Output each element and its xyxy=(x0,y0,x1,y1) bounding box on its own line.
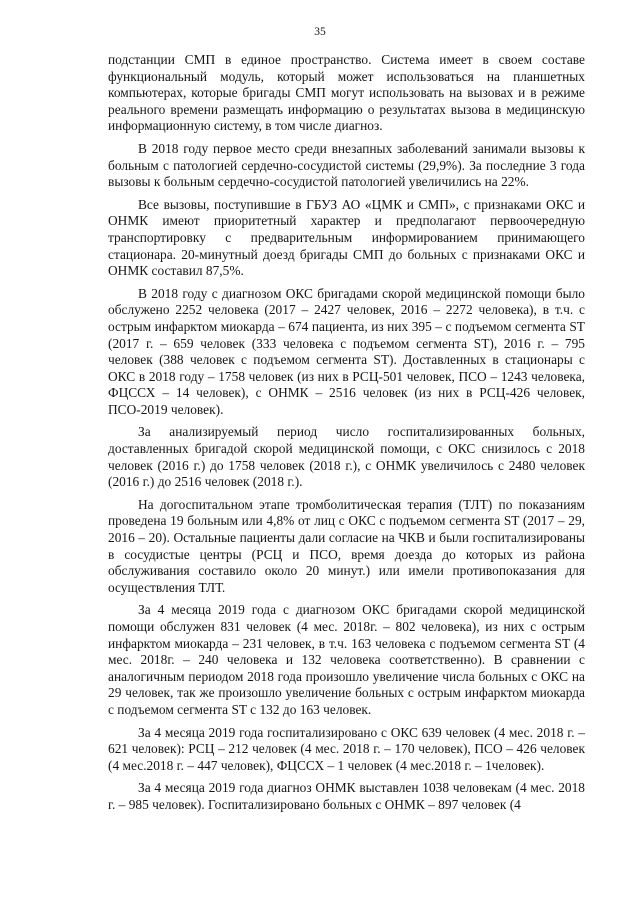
page-number: 35 xyxy=(314,26,326,38)
paragraph: За 4 месяца 2019 года с диагнозом ОКС бригадами скорой медицинской помощи обслужен 831 человек (4 мес. 2018г. – 802 человека), из них с острым инфарктом миокарда – 231 человек, в т.ч. 163 человека с подъемом сегмента ST (4 мес. 2018г. – 240 человека и 132 человека соответственно). В сравнении с аналогичным периодом 2018 года произошло увеличение числа больных с ОКС на 29 человек, так же произошло увеличение больных с острым инфарктом миокарда с подъемом сегмента ST с 132 до 163 человек. xyxy=(108,602,585,717)
paragraph: Все вызовы, поступившие в ГБУЗ АО «ЦМК и СМП», с признаками ОКС и ОНМК имеют приоритетный характер и предполагают первоочередную транспортировку с предварительным информированием принимающего стационара. 20-минутный доезд бригады СМП до больных с признаками ОКС и ОНМК составил 87,5%. xyxy=(108,196,585,279)
paragraph: На догоспитальном этапе тромболитическая терапия (ТЛТ) по показаниям проведена 19 больным или 4,8% от лиц с ОКС с подъемом сегмента ST (2017 – 29, 2016 – 20). Остальные пациенты дали согласие на ЧКВ и были госпитализированы в сосудистые центры (РСЦ и ПСО, время доезда до которых из района обслуживания составило около 20 минут.) или имели противопоказания для осуществления ТЛТ. xyxy=(108,496,585,595)
document-body xyxy=(108,52,585,820)
paragraph: За 4 месяца 2019 года диагноз ОНМК выставлен 1038 человекам (4 мес. 2018 г. – 985 человек). Госпитализировано больных с ОНМК – 897 человек (4 xyxy=(108,780,585,812)
paragraph: подстанции СМП в единое пространство. Система имеет в своем составе функциональный модуль, который может использоваться на планшетных компьютерах, которые бригады СМП могут использовать на вызовах и в режиме реального времени размещать информацию о результатах вызова в медицинскую информационную систему, в том числе диагноз. xyxy=(108,52,585,134)
paragraph: В 2018 году первое место среди внезапных заболеваний занимали вызовы к больным с патологией сердечно-сосудистой системы (29,9%). За последние 3 года вызовы к больным сердечно-сосудистой патологией увеличились на 22%. xyxy=(108,140,585,190)
paragraph: За 4 месяца 2019 года госпитализировано с ОКС 639 человек (4 мес. 2018 г. – 621 человек): РСЦ – 212 человек (4 мес. 2018 г. – 170 человек), ПСО – 426 человек (4 мес.2018 г. – 447 человек), ФЦССХ – 1 человек (4 мес.2018 г. – 1человек). xyxy=(108,724,585,773)
paragraph: За анализируемый период число госпитализированных больных, доставленных бригадой скорой медицинской помощи, с ОКС снизилось с 2018 человек (2016 г.) до 1758 человек (2018 г.), с ОНМК увеличилось с 2480 человек (2016 г.) до 2516 человек (2018 г.). xyxy=(108,424,585,490)
paragraph: В 2018 году с диагнозом ОКС бригадами скорой медицинской помощи было обслужено 2252 человека (2017 – 2427 человек, 2016 – 2272 человека), в т.ч. с острым инфарктом миокарда – 674 пациента, из них 395 – с подъемом сегмента ST (2017 г. – 659 человек (333 человека с подъемом сегмента ST), 2016 г. – 795 человек (388 человек с подъемом сегмента ST). Доставленных в стационары с ОКС в 2018 году – 1758 человек (из них в РСЦ-501 человек, ПСО – 1243 человека, ФЦССХ – 14 человек), с ОНМК – 2516 человек (из них в РСЦ-426 человек, ПСО-2019 человек). xyxy=(108,285,585,417)
